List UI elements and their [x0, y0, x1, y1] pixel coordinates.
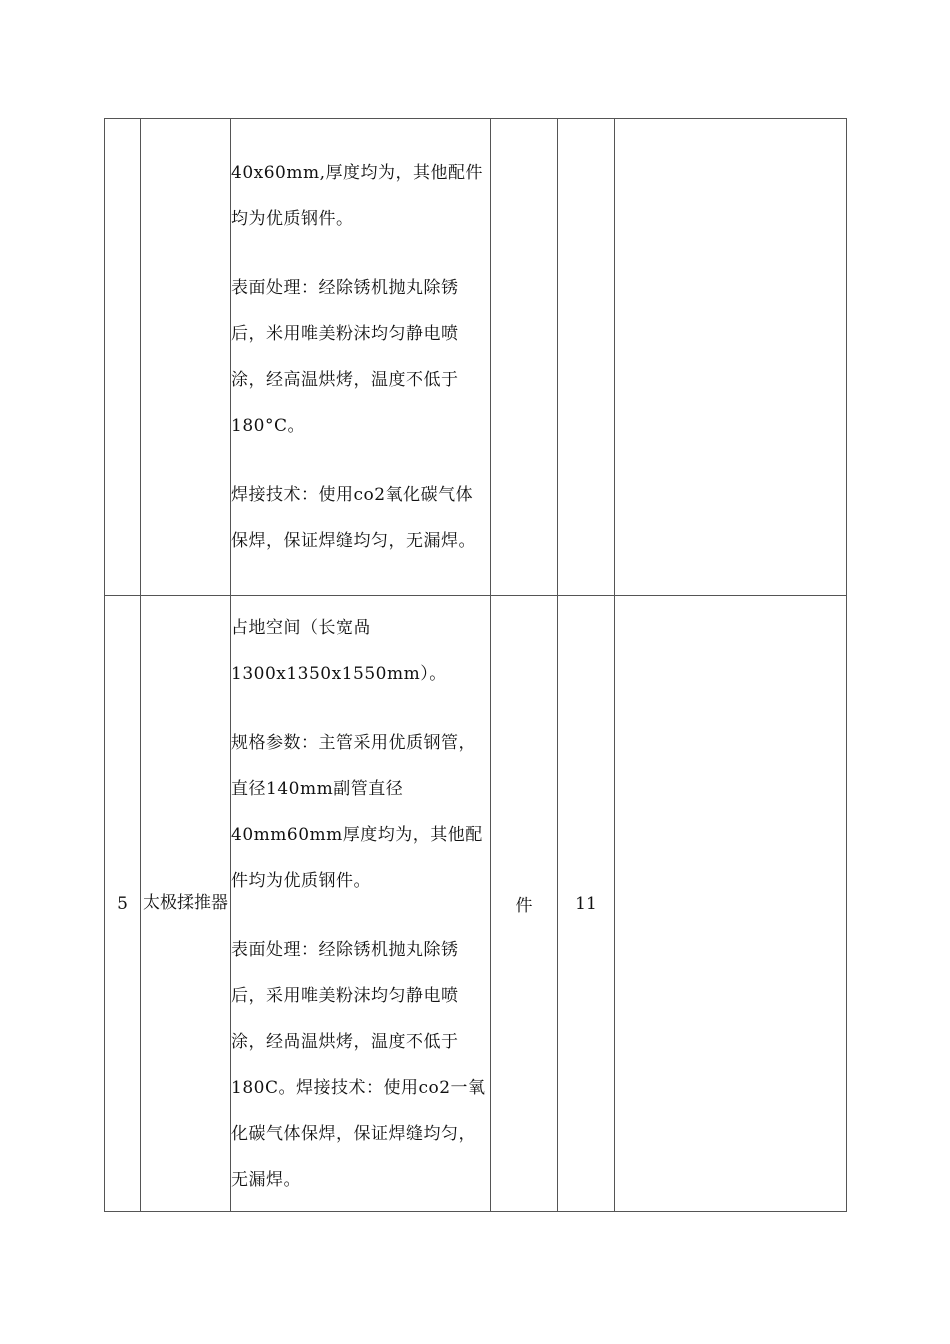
item-spec-cell — [231, 596, 491, 1212]
table-row — [105, 596, 847, 1212]
item-name-cell: 太极揉推器 — [141, 596, 231, 1212]
remark-cell — [615, 596, 847, 1212]
remark-cell — [615, 119, 847, 596]
row-number-cell — [105, 119, 141, 596]
spec-paragraph: 表面处理：经除锈机抛丸除锈后，采用唯美粉沫均匀静电喷涂，经咼温烘烤，温度不低于180C。焊接技术：使用co2一氧化碳气体保焊，保证焊缝均匀，无漏焊。 — [231, 939, 486, 1190]
row-number-cell: 5 — [105, 596, 141, 1212]
unit-cell: 件 — [491, 596, 558, 1212]
quantity-cell — [558, 119, 615, 596]
spec-paragraph: 焊接技术：使用co2氧化碳气体保焊，保证焊缝均匀，无漏焊。 — [231, 485, 476, 551]
quantity-cell: 11 — [558, 596, 615, 1212]
spec-paragraph: 占地空间（长宽咼1300x1350x1550mm）。 — [231, 617, 447, 684]
spec-paragraph: 表面处理：经除锈机抛丸除锈后，米用唯美粉沫均匀静电喷涂，经高温烘烤，温度不低于180°C。 — [231, 278, 459, 436]
equipment-spec-table — [104, 118, 847, 1212]
item-spec-cell — [231, 119, 491, 596]
table-row — [105, 119, 847, 596]
spec-paragraph: 规格参数：主管采用优质钢管，直径140mm副管直径40mm60mm厚度均为，其他配件均为优质钢件。 — [231, 732, 483, 891]
unit-cell — [491, 119, 558, 596]
spec-paragraph: 40x60mm,厚度均为，其他配件均为优质钢件。 — [231, 163, 483, 229]
item-name-cell — [141, 119, 231, 596]
